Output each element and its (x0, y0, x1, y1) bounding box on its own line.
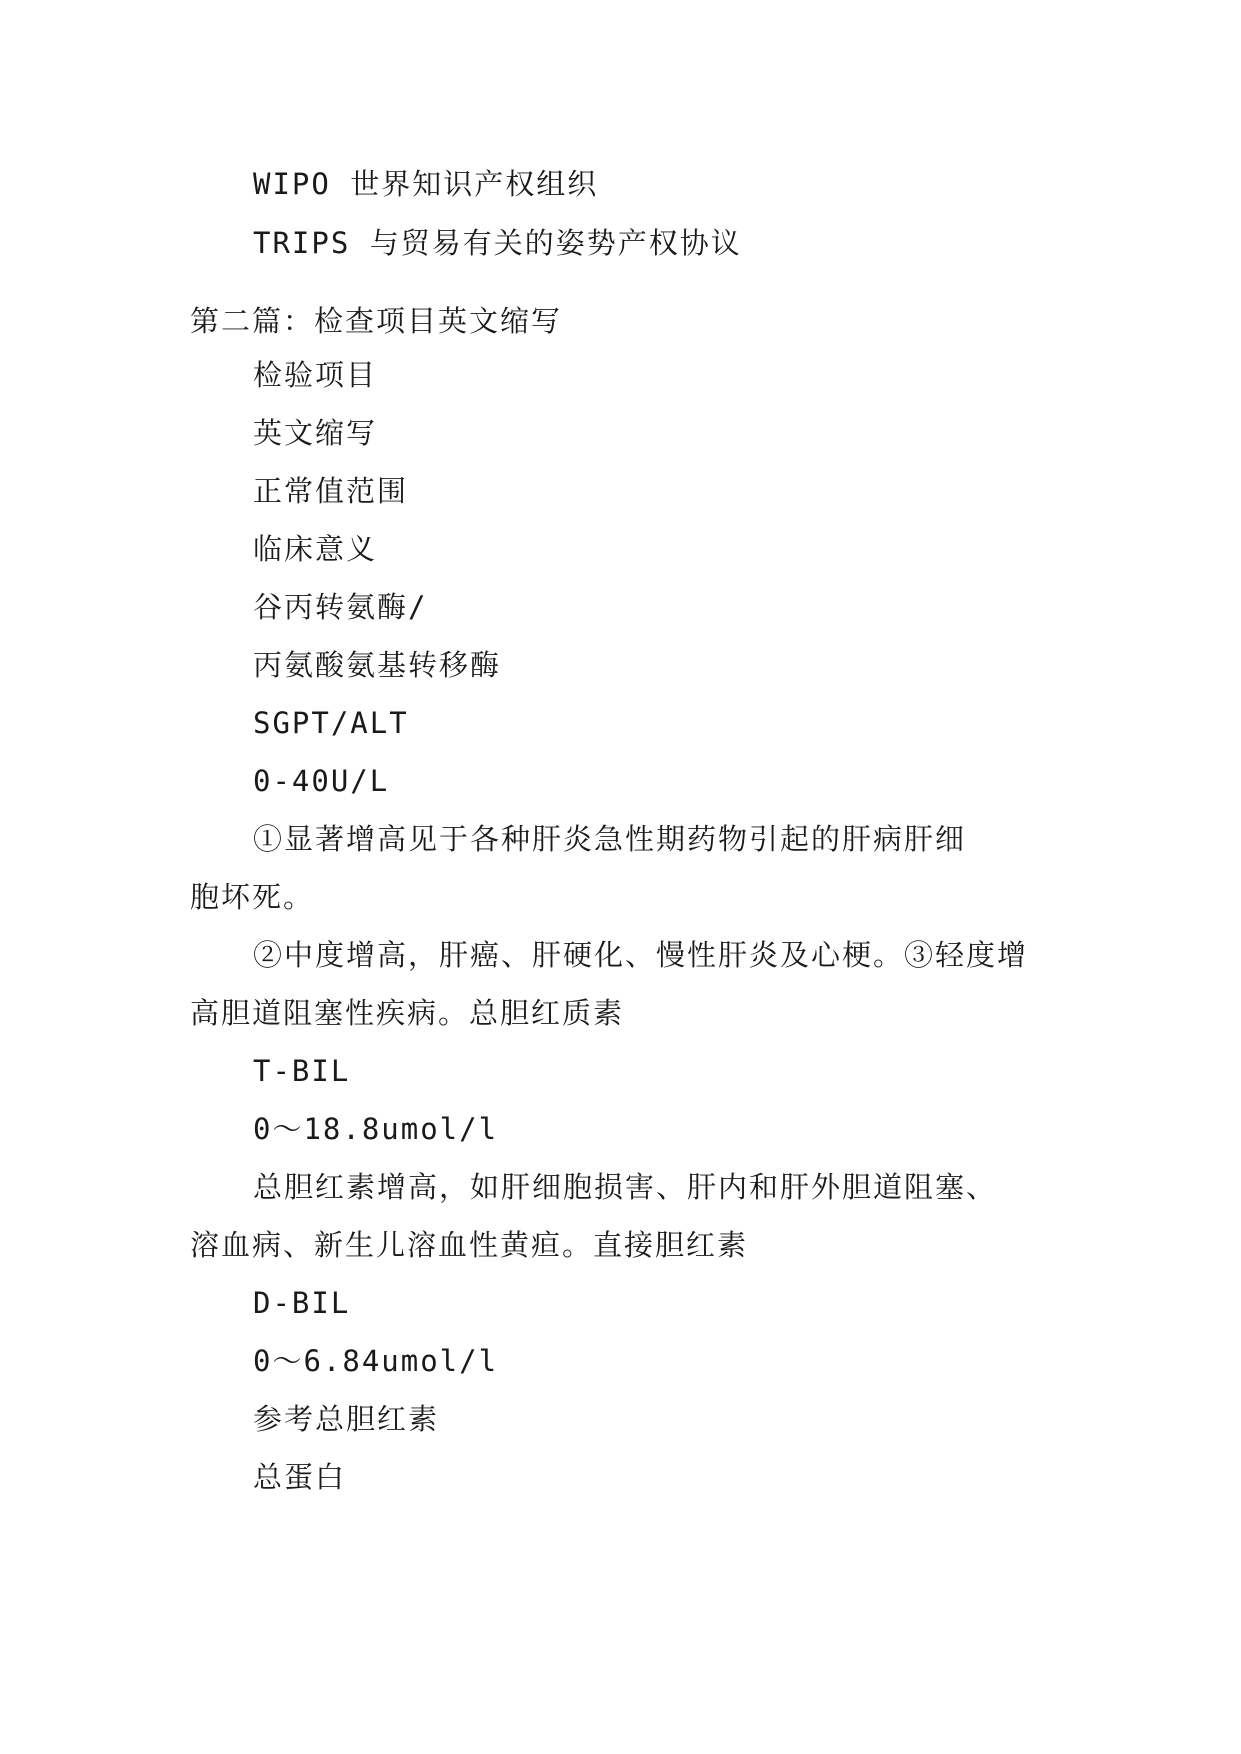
text-line: D-BIL (253, 1286, 351, 1320)
text-line: SGPT/ALT (253, 706, 409, 740)
text-line: 0～6.84umol/l (253, 1344, 499, 1378)
section-heading: 第二篇：检查项目英文缩写 (190, 304, 563, 338)
text-line: 0～18.8umol/l (253, 1112, 499, 1146)
text-line: 高胆道阻塞性疾病。总胆红质素 (190, 996, 625, 1030)
text-line: 正常值范围 (253, 474, 409, 508)
text-line: 丙氨酸氨基转移酶 (253, 648, 502, 682)
text-line-wipo: WIPO 世界知识产权组织 (253, 167, 599, 201)
text-line: ②中度增高，肝癌、肝硬化、慢性肝炎及心梗。③轻度增 (253, 938, 1029, 972)
text-line: 谷丙转氨酶/ (253, 590, 428, 624)
text-line: 0-40U/L (253, 764, 390, 798)
text-line: 总胆红素增高，如肝细胞损害、肝内和肝外胆道阻塞、 (253, 1170, 998, 1204)
text-line: 临床意义 (253, 532, 378, 566)
text-line: 参考总胆红素 (253, 1402, 440, 1436)
text-line: ①显著增高见于各种肝炎急性期药物引起的肝病肝细 (253, 822, 967, 856)
text-line: 检验项目 (253, 358, 378, 392)
text-line: 胞坏死。 (190, 880, 315, 914)
text-line: 溶血病、新生儿溶血性黄疸。直接胆红素 (190, 1228, 749, 1262)
text-line: T-BIL (253, 1054, 351, 1088)
text-line: 总蛋白 (253, 1460, 347, 1494)
text-line: 英文缩写 (253, 416, 378, 450)
text-line-trips: TRIPS 与贸易有关的姿势产权协议 (253, 226, 742, 260)
